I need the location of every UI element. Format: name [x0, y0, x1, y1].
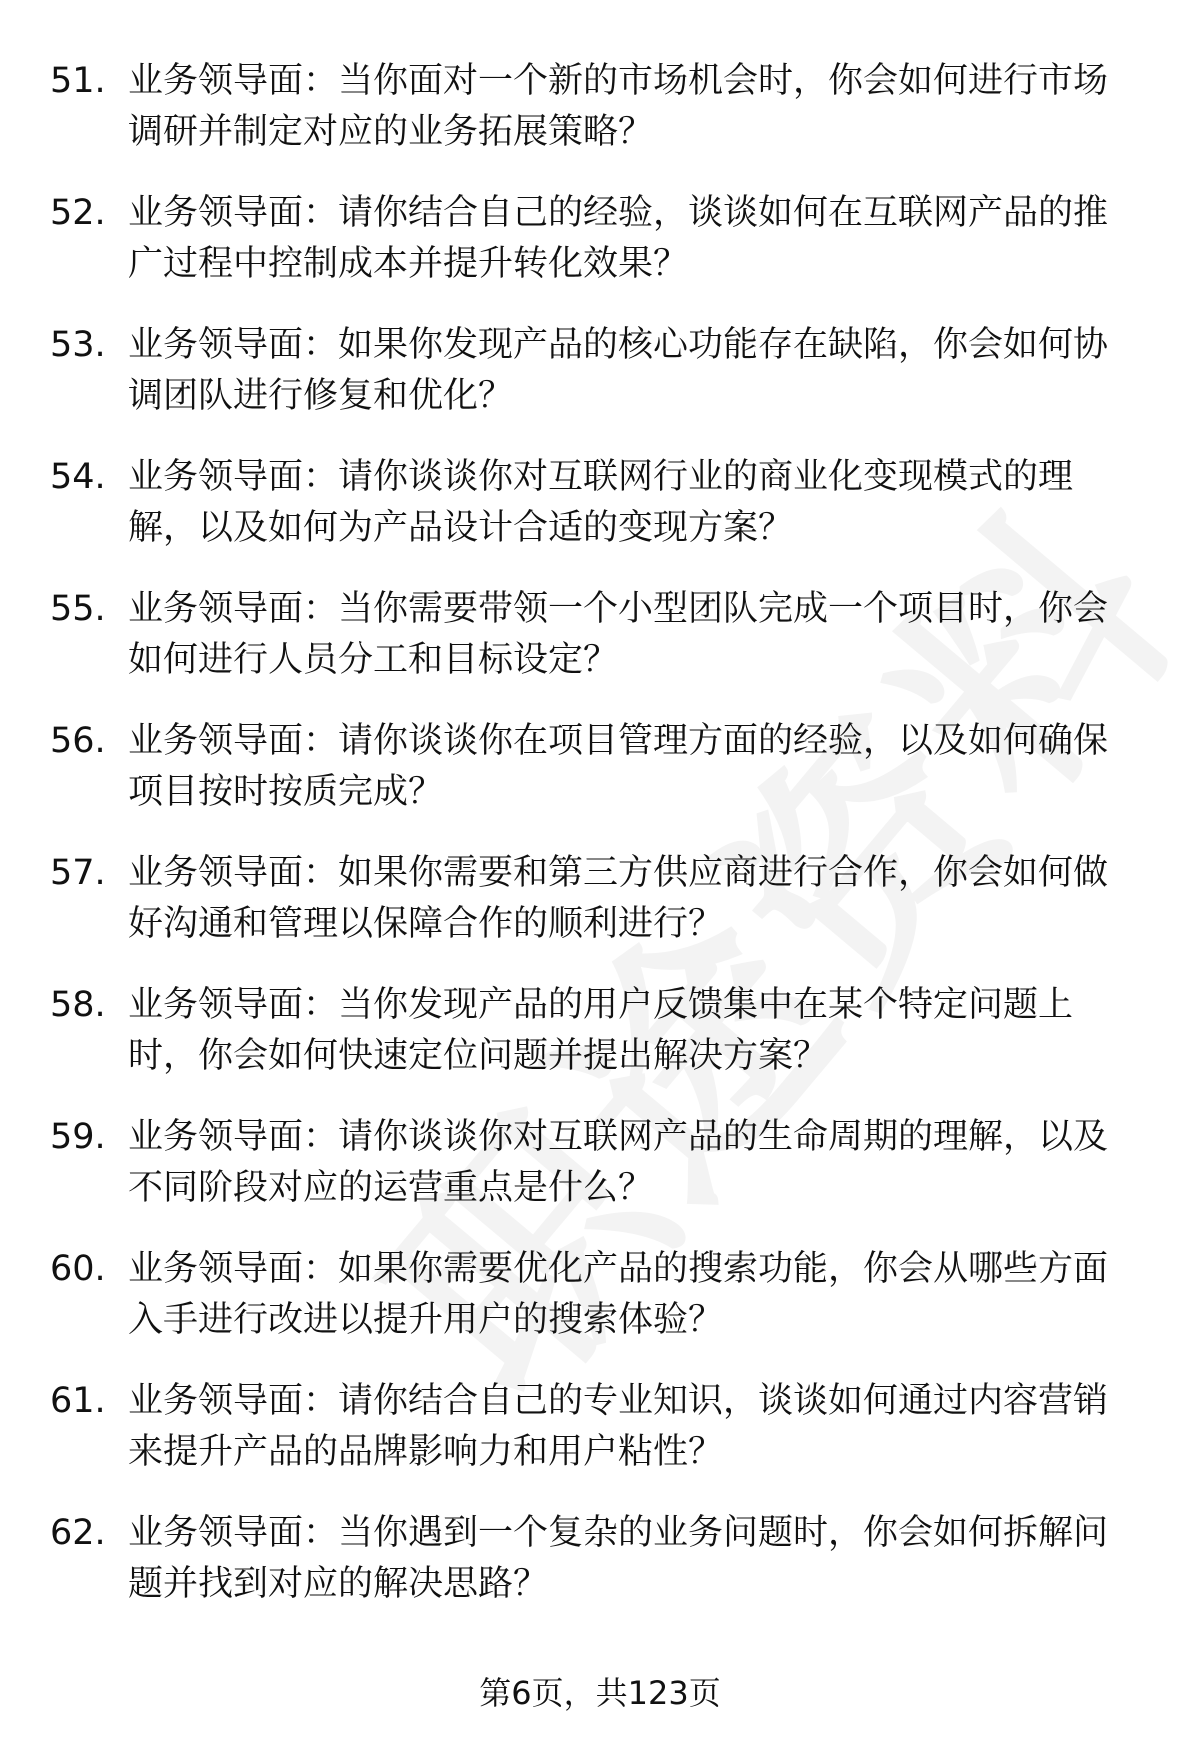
question-text: 业务领导面：如果你需要优化产品的搜索功能，你会从哪些方面入手进行改进以提升用户的搜索体验？ — [128, 1249, 1109, 1340]
question-item — [0, 452, 1200, 584]
question-number: 56. — [50, 721, 106, 761]
question-text: 业务领导面：如果你需要和第三方供应商进行合作，你会如何做好沟通和管理以保障合作的顺利进行？ — [128, 853, 1109, 944]
question-number: 59. — [50, 1117, 106, 1157]
question-text: 业务领导面：当你遇到一个复杂的业务问题时，你会如何拆解问题并找到对应的解决思路？ — [128, 1513, 1109, 1604]
question-text: 业务领导面：请你谈谈你在项目管理方面的经验，以及如何确保项目按时按质完成？ — [128, 721, 1109, 812]
page-number-label: 第6页，共123页 — [479, 1674, 721, 1712]
question-item — [0, 320, 1200, 452]
question-number: 54. — [50, 457, 106, 497]
question-item — [0, 1244, 1200, 1376]
question-text: 业务领导面：如果你发现产品的核心功能存在缺陷，你会如何协调团队进行修复和优化？ — [128, 325, 1109, 416]
question-number: 61. — [50, 1381, 106, 1421]
question-text: 业务领导面：当你需要带领一个小型团队完成一个项目时，你会如何进行人员分工和目标设定？ — [128, 589, 1109, 680]
question-number: 52. — [50, 193, 106, 233]
question-list — [0, 56, 1200, 1640]
question-number: 53. — [50, 325, 106, 365]
question-number: 51. — [50, 61, 106, 101]
question-item — [0, 716, 1200, 848]
question-item — [0, 56, 1200, 188]
question-item — [0, 1376, 1200, 1508]
question-text: 业务领导面：请你结合自己的经验，谈谈如何在互联网产品的推广过程中控制成本并提升转化效果？ — [128, 193, 1109, 284]
question-number: 55. — [50, 589, 106, 629]
question-number: 58. — [50, 985, 106, 1025]
question-item — [0, 188, 1200, 320]
question-text: 业务领导面：当你发现产品的用户反馈集中在某个特定问题上时，你会如何快速定位问题并提出解决方案？ — [128, 985, 1074, 1076]
question-text: 业务领导面：请你结合自己的专业知识，谈谈如何通过内容营销来提升产品的品牌影响力和用户粘性？ — [128, 1381, 1109, 1472]
question-item — [0, 980, 1200, 1112]
question-text: 业务领导面：当你面对一个新的市场机会时，你会如何进行市场调研并制定对应的业务拓展策略？ — [128, 61, 1109, 152]
question-text: 业务领导面：请你谈谈你对互联网行业的商业化变现模式的理解，以及如何为产品设计合适的变现方案？ — [128, 457, 1074, 548]
question-item — [0, 1508, 1200, 1640]
question-item — [0, 584, 1200, 716]
question-number: 57. — [50, 853, 106, 893]
question-item — [0, 1112, 1200, 1244]
question-number: 60. — [50, 1249, 106, 1289]
question-number: 62. — [50, 1513, 106, 1553]
page-footer — [0, 1668, 1200, 1714]
question-item — [0, 848, 1200, 980]
question-text: 业务领导面：请你谈谈你对互联网产品的生命周期的理解，以及不同阶段对应的运营重点是什么？ — [128, 1117, 1109, 1208]
